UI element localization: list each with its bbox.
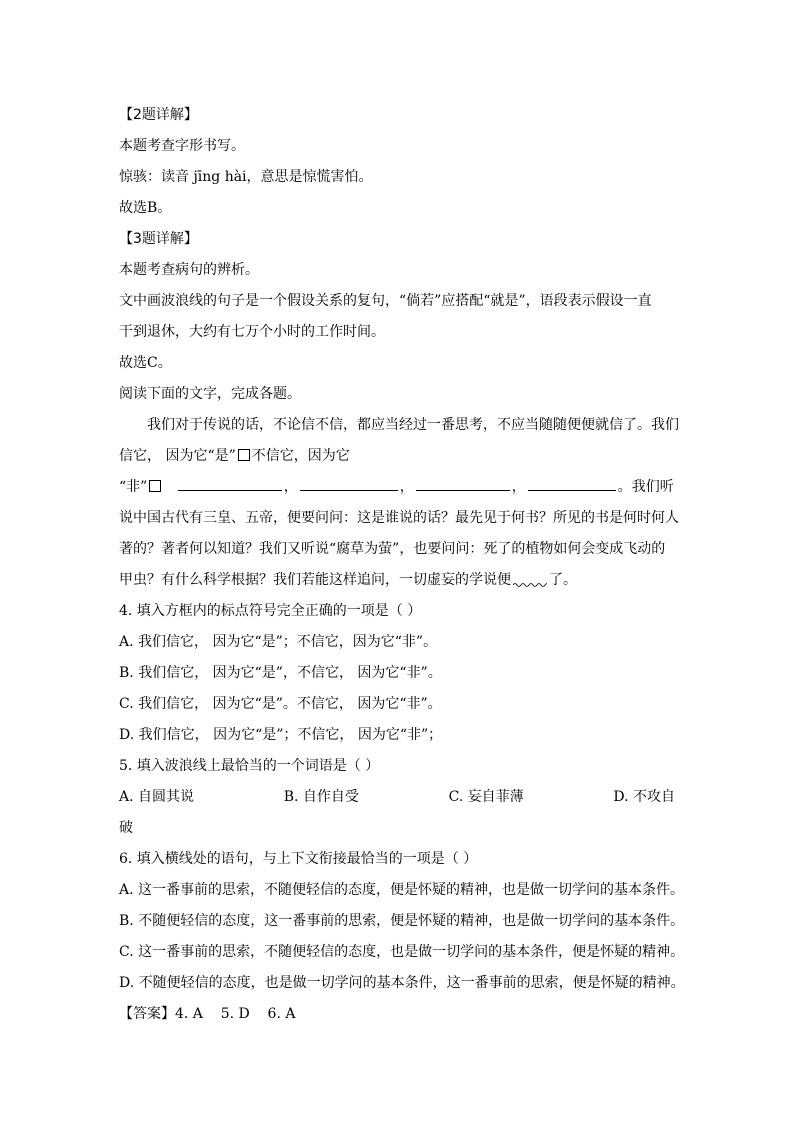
q3-line-4: 故选C。 [119,355,172,371]
answer-label: 【答案】 [119,1006,175,1022]
wavy-underline [513,582,547,588]
q4-option-d: D. 我们信它， 因为它“是”；不信它， 因为它“非”； [119,727,443,743]
passage-line-5: 著的？著者何以知道？我们又听说“腐草为萤”，也要问问：死了的植物如何会变成飞动的 [119,541,666,557]
passage-line-1: 我们对于传说的话，不论信不信，都应当经过一番思考，不应当随随便便就信了。我们 [147,417,679,433]
q3-line-3: 干到退休，大约有七万个小时的工作时间。 [119,324,385,340]
q4-stem: 4. 填入方框内的标点符号完全正确的一项是（ ） [119,603,422,619]
fill-blank-2 [300,474,398,491]
punctuation-box-1 [238,449,250,461]
q2-line-3: 故选B。 [119,200,172,216]
q6-option-c: C. 这一番事前的思索，不随便轻信的态度，也是做一切学问的基本条件，便是怀疑的精神。 [119,944,685,960]
q5-option-a: A. 自圆其说 [119,789,195,805]
q4-option-a: A. 我们信它， 因为它“是”；不信它，因为它“非”。 [119,634,438,650]
passage-line-6-a: 甲虫？有什么科学根据？我们若能这样追问，一切虚妄的学说便 [119,572,511,588]
blank-separator-1: ， [283,479,298,495]
blank-separator-2: ， [399,479,414,495]
fill-blank-4 [528,474,616,491]
fill-blank-3 [416,474,510,491]
q2-heading: 【2题详解】 [119,107,198,123]
q5-option-c: C. 妄自菲薄 [448,789,524,805]
q3-line-2: 文中画波浪线的句子是一个假设关系的复句，“倘若”应搭配“就是”，语段表示假设一直 [119,293,652,309]
passage-line-3-a: “非” [119,479,148,495]
passage-line-6-b: 了。 [549,572,577,588]
passage-line-2-b: 不信它，因为它 [251,448,350,464]
document-page [119,100,685,1030]
passage-line-2-a: 信它， 因为它“是” [119,448,236,464]
passage-line-3 [119,472,675,503]
q3-line-1: 本题考查病句的辨析。 [119,262,259,278]
q5-option-d: D. 不攻自 [613,789,675,805]
passage-line-3-end: 。我们听 [617,479,674,495]
q5-options [119,782,675,813]
passage-intro: 阅读下面的文字，完成各题。 [119,386,301,402]
fill-blank-1 [178,474,282,491]
q2-line-1: 本题考查字形书写。 [119,138,245,154]
answer-line [119,999,675,1030]
punctuation-box-2 [149,480,161,492]
answer-text: 4. A 5. D 6. A [175,1006,296,1022]
q6-option-d: D. 不随便轻信的态度，也是做一切学问的基本条件，这一番事前的思索，便是怀疑的精神。 [119,975,685,991]
q2-line-2: 惊骇：读音 jīng hài，意思是惊慌害怕。 [119,169,373,185]
q6-stem: 6. 填入横线处的语句，与上下文衔接最恰当的一项是（ ） [119,851,478,867]
passage-line-4: 说中国古代有三皇、五帝，便要问问：这是谁说的话？最先见于何书？所见的书是何时何人 [119,510,679,526]
q6-option-b: B. 不随便轻信的态度，这一番事前的思索，便是怀疑的精神，也是做一切学问的基本条件。 [119,913,685,929]
q5-option-b: B. 自作自受 [283,789,359,805]
q3-heading: 【3题详解】 [119,231,198,247]
q4-option-c: C. 我们信它， 因为它“是”。不信它， 因为它“非”。 [119,696,442,712]
q5-stem: 5. 填入波浪线上最恰当的一个词语是（ ） [119,758,380,774]
passage-line-2 [119,441,675,472]
q5-option-d-wrap: 破 [119,820,133,836]
q6-option-a: A. 这一番事前的思索，不随便轻信的态度，便是怀疑的精神，也是做一切学问的基本条件。 [119,882,685,898]
q4-option-b: B. 我们信它， 因为它“是”，不信它， 因为它“非”。 [119,665,442,681]
passage-line-6 [119,565,675,596]
blank-separator-3: ， [511,479,526,495]
